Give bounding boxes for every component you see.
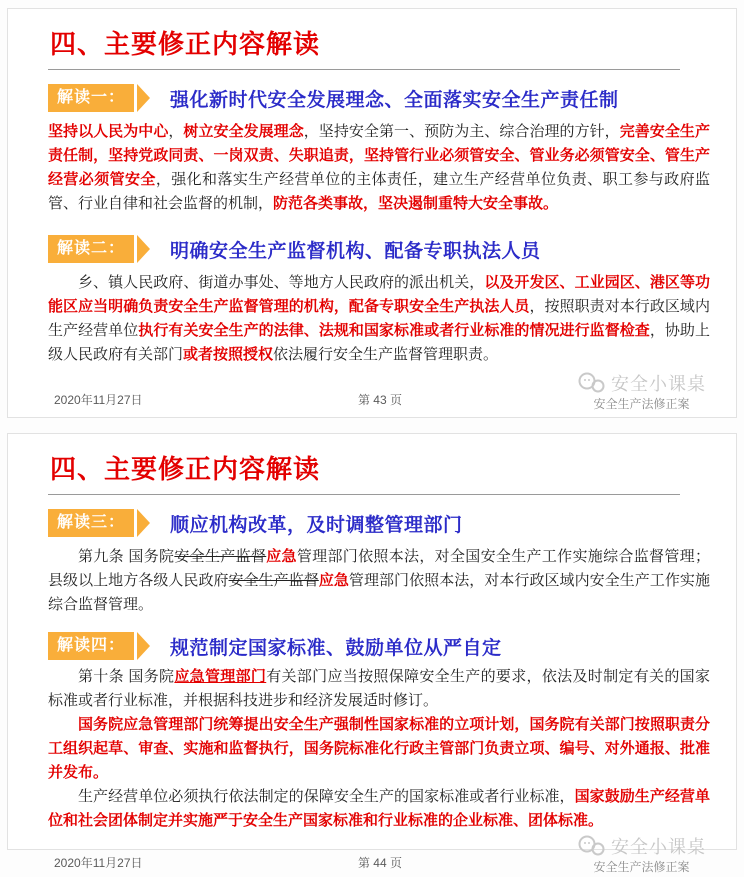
badge-label: 解读四：	[48, 632, 134, 660]
arrow-right-icon	[137, 632, 150, 660]
header-divider	[48, 494, 680, 495]
footer-page-number: 第 43 页	[357, 393, 402, 408]
brand-name: 安全小课桌	[610, 374, 706, 395]
section-head-4	[48, 632, 710, 660]
footer-date: 2020年11月27日	[54, 393, 143, 408]
paragraph: 国务院应急管理部门统筹提出安全生产强制性国家标准的立项计划，国务院有关部门按照职责分工组织起草、审查、实施和监督执行，国务院标准化行政主管部门负责立项、编号、对外通报、批准并发布。	[48, 716, 710, 782]
section-title: 明确安全生产监督机构、配备专职执法人员	[170, 240, 541, 262]
section-badge	[48, 84, 150, 112]
arrow-right-icon	[137, 235, 150, 263]
badge-label: 解读二：	[48, 235, 134, 263]
paragraph: 第九条 国务院安全生产监督应急管理部门依照本法，对全国安全生产工作实施综合监督管理；县级以上地方各级人民政府安全生产监督应急管理部门依照本法，对本行政区域内安全生产工作实施综合监督管理。	[48, 548, 710, 614]
paragraph: 第十条 国务院应急管理部门有关部门应当按照保障安全生产的要求，依法及时制定有关的国家标准或者行业标准，并根据科技进步和经济发展适时修订。	[48, 668, 710, 710]
footer-date: 2020年11月27日	[54, 856, 143, 871]
section-title: 强化新时代安全发展理念、全面落实安全生产责任制	[170, 89, 619, 111]
badge-label: 解读一：	[48, 84, 134, 112]
section-title: 顺应机构改革，及时调整管理部门	[170, 514, 463, 536]
brand-watermark	[489, 370, 706, 412]
section-badge	[48, 632, 150, 660]
slide-footer	[48, 370, 710, 414]
arrow-right-icon	[137, 509, 150, 537]
slide-title: 四、主要修正内容解读	[50, 29, 321, 59]
header-divider	[48, 69, 680, 70]
section-head-1	[48, 84, 710, 112]
paragraph: 坚持以人民为中心，树立安全发展理念，坚持安全第一、预防为主、综合治理的方针，完善安全生产责任制，坚持党政同责、一岗双责、失职追责，坚持管行业必须管安全、管业务必须管安全、管生产经营必须管安全，强化和落实生产经营单位的主体责任，建立生产经营单位负责、职工参与政府监管、行业自律和社会监督的机制，防范各类事故，坚决遏制重特大安全事故。	[48, 123, 710, 213]
brand-subtitle: 安全生产法修正案	[593, 397, 690, 412]
section-badge	[48, 235, 150, 263]
section-title: 规范制定国家标准、鼓励单位从严自定	[170, 637, 502, 659]
paragraph: 乡、镇人民政府、街道办事处、等地方人民政府的派出机关，以及开发区、工业园区、港区等功能区应当明确负责安全生产监督管理的机构，配备专职安全生产执法人员，按照职责对本行政区域内生产经营单位执行有关安全生产的法律、法规和国家标准或者行业标准的情况进行监督检查，协助上级人民政府有关部门或者按照授权依法履行安全生产监督管理职责。	[48, 274, 710, 364]
chat-bubbles-icon	[577, 835, 607, 857]
section-head-3	[48, 509, 710, 537]
slide-1	[7, 8, 737, 418]
footer-page-number: 第 44 页	[357, 856, 402, 871]
paragraph: 生产经营单位必须执行依法制定的保障安全生产的国家标准或者行业标准，国家鼓励生产经营单位和社会团体制定并实施严于安全生产国家标准和行业标准的企业标准、团体标准。	[48, 788, 710, 830]
slide-2	[7, 433, 737, 875]
brand-name: 安全小课桌	[610, 837, 706, 858]
slide-footer	[48, 833, 710, 877]
badge-label: 解读三：	[48, 509, 134, 537]
brand-subtitle: 安全生产法修正案	[593, 860, 690, 875]
arrow-right-icon	[137, 84, 150, 112]
chat-bubbles-icon	[577, 372, 607, 394]
slide-title: 四、主要修正内容解读	[50, 454, 321, 484]
section-head-2	[48, 235, 710, 263]
brand-watermark	[489, 833, 706, 875]
section-badge	[48, 509, 150, 537]
